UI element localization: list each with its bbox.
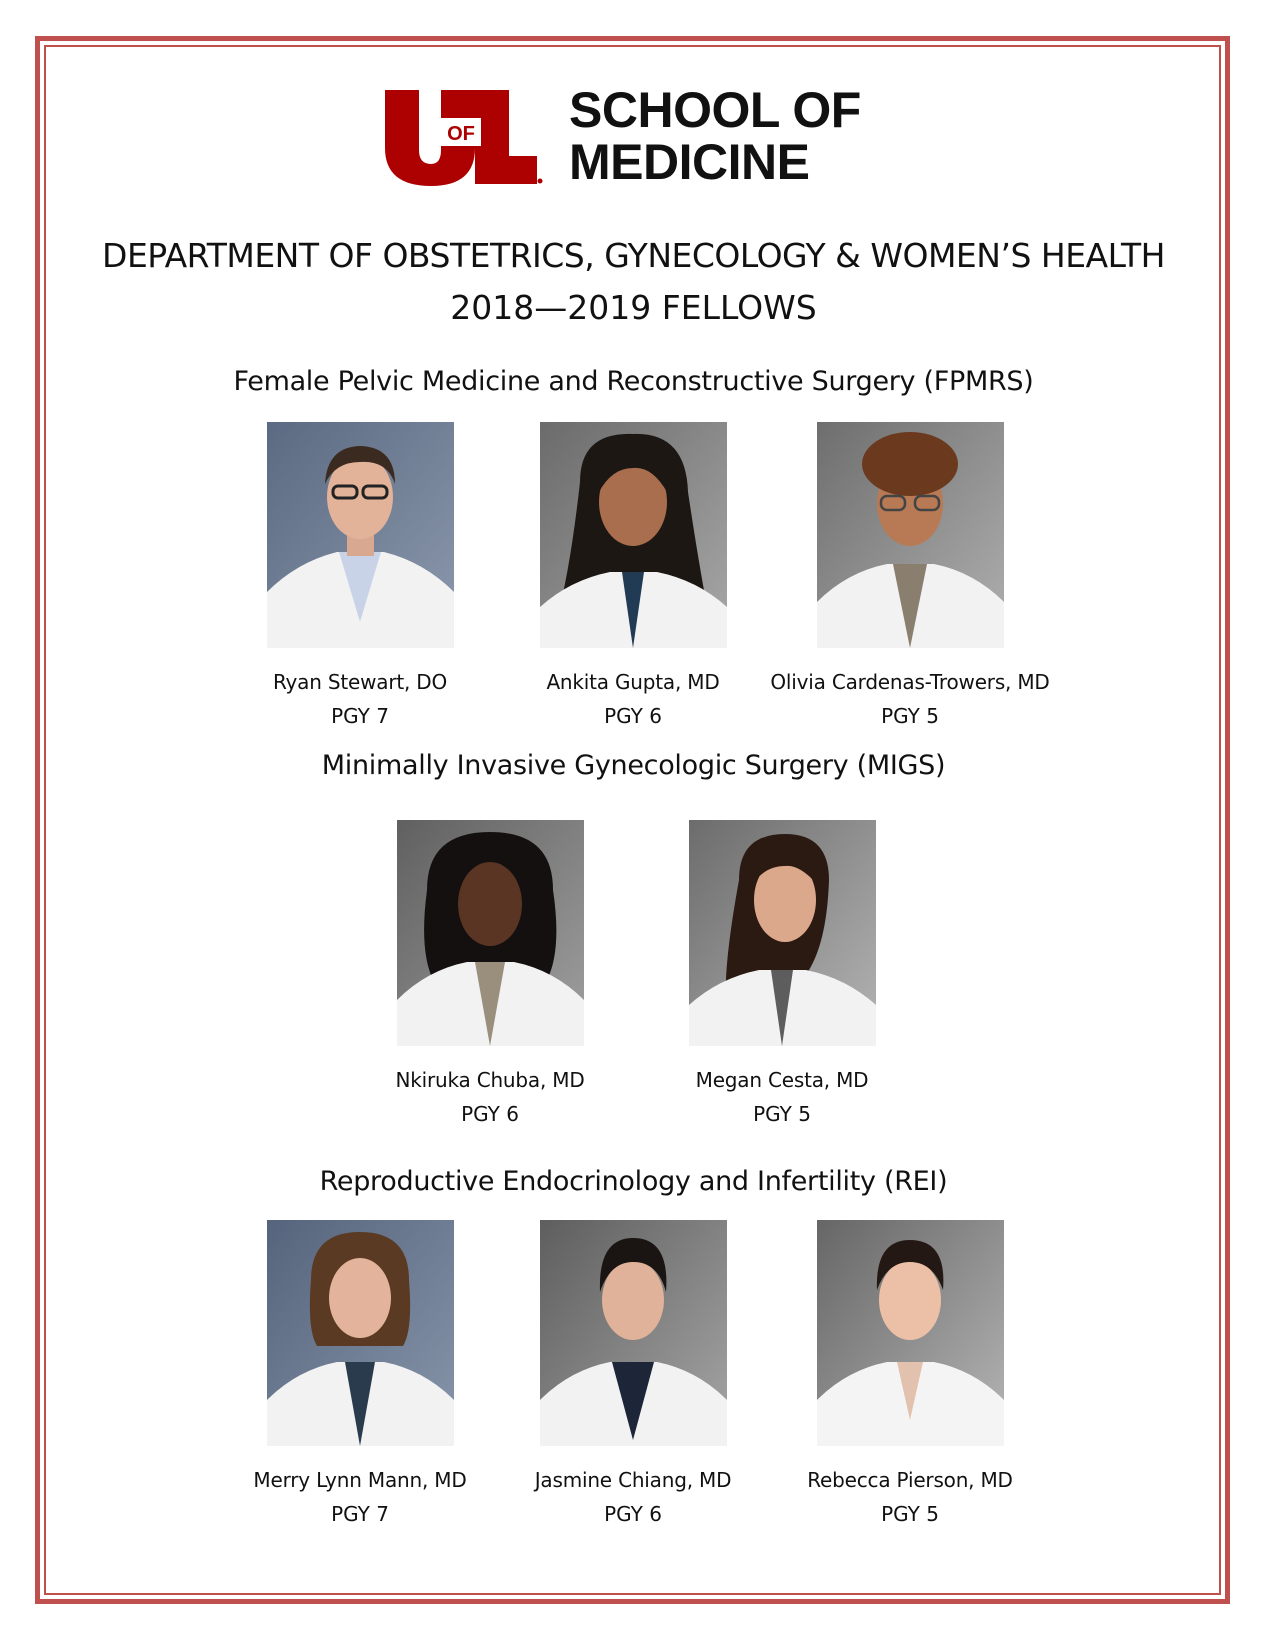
- svg-text:OF: OF: [447, 123, 475, 145]
- section-title-fpmrs: Female Pelvic Medicine and Reconstructive Surgery (FPMRS): [233, 366, 1034, 397]
- fellow-photo: [817, 1220, 1004, 1446]
- fellow-card: [750, 422, 1070, 728]
- fellow-card: [200, 1220, 520, 1526]
- section-title-migs: Minimally Invasive Gynecologic Surgery (MIGS): [321, 750, 946, 781]
- fellow-pgy: PGY 7: [331, 704, 389, 728]
- fellow-card: [200, 422, 520, 728]
- department-title: DEPARTMENT OF OBSTETRICS, GYNECOLOGY & WOMEN’S HEALTH: [102, 236, 1165, 275]
- fellow-pgy: PGY 5: [881, 1502, 939, 1526]
- fellows-year-title: 2018—2019 FELLOWS: [450, 288, 817, 327]
- fellow-card: [622, 820, 942, 1126]
- fellow-pgy: PGY 7: [331, 1502, 389, 1526]
- uofl-logo-mark: [383, 88, 543, 188]
- fellow-photo: [817, 422, 1004, 648]
- fellow-pgy: PGY 6: [604, 704, 662, 728]
- fellow-name: Merry Lynn Mann, MD: [253, 1468, 467, 1492]
- fellow-pgy: PGY 5: [753, 1102, 811, 1126]
- fellow-name: Olivia Cardenas-Trowers, MD: [770, 670, 1050, 694]
- fellow-card: [750, 1220, 1070, 1526]
- fellow-photo: [267, 422, 454, 648]
- fellow-photo: [540, 422, 727, 648]
- fellow-name: Nkiruka Chuba, MD: [395, 1068, 585, 1092]
- fellow-card: [330, 820, 650, 1126]
- fellow-card: [473, 422, 793, 728]
- fellow-card: [473, 1220, 793, 1526]
- school-name-line1: SCHOOL OF: [569, 82, 861, 138]
- fellow-name: Ankita Gupta, MD: [546, 670, 720, 694]
- fellow-photo: [397, 820, 584, 1046]
- school-name-line2: MEDICINE: [569, 134, 810, 190]
- fellow-photo: [267, 1220, 454, 1446]
- section-title-rei: Reproductive Endocrinology and Infertility (REI): [319, 1166, 948, 1197]
- fellow-photo: [540, 1220, 727, 1446]
- fellow-name: Rebecca Pierson, MD: [807, 1468, 1013, 1492]
- fellow-photo: [689, 820, 876, 1046]
- fellow-pgy: PGY 5: [881, 704, 939, 728]
- fellow-name: Megan Cesta, MD: [695, 1068, 869, 1092]
- fellow-name: Jasmine Chiang, MD: [534, 1468, 732, 1492]
- fellow-pgy: PGY 6: [461, 1102, 519, 1126]
- fellow-pgy: PGY 6: [604, 1502, 662, 1526]
- school-name: [569, 84, 861, 188]
- school-logo: [383, 84, 903, 194]
- fellow-name: Ryan Stewart, DO: [272, 670, 448, 694]
